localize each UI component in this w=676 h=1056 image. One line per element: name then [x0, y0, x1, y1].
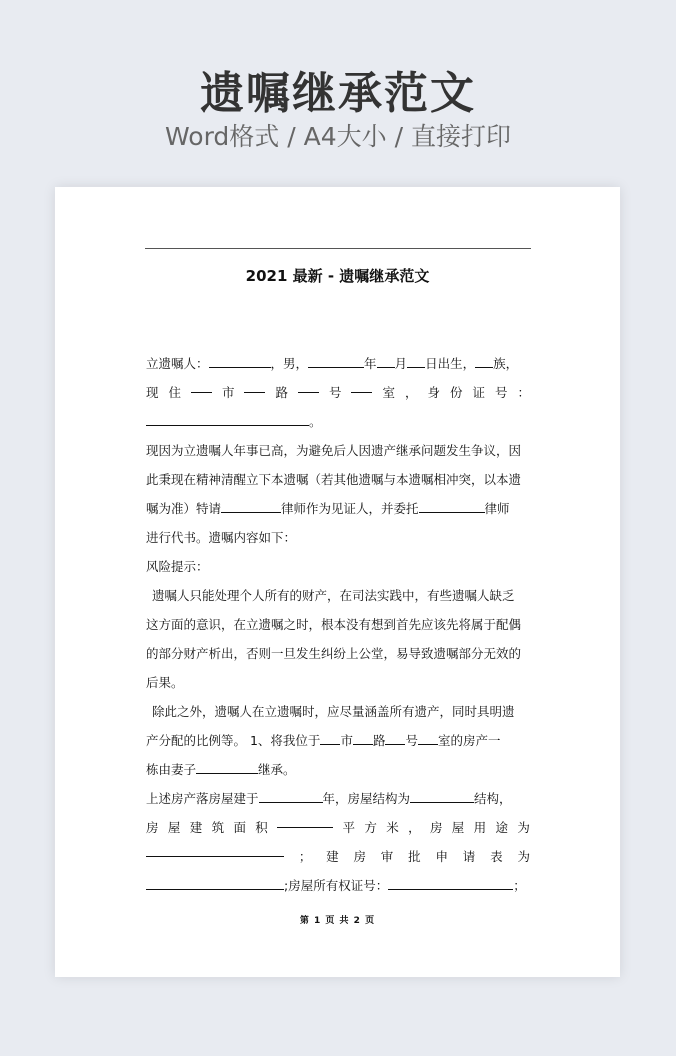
property-address-line: [146, 726, 530, 755]
text: ;房屋所有权证号：: [284, 878, 389, 893]
text: 日出生，: [425, 356, 476, 371]
text: 路: [275, 385, 288, 400]
text: 途: [495, 820, 509, 835]
text: 屋: [167, 820, 181, 835]
text: 现: [146, 385, 159, 400]
paragraph-line: 遗嘱人只能处理个人所有的财产，在司法实践中，有些遗嘱人缺乏: [152, 588, 515, 603]
month-blank: [377, 353, 395, 368]
text: 证: [472, 385, 485, 400]
building-line: [146, 784, 530, 813]
testator-line: [146, 349, 530, 378]
text: 平: [342, 820, 356, 835]
text: ；: [513, 878, 526, 893]
document-title: 2021 最新 - 遗嘱继承范文: [245, 267, 430, 285]
document-page: [55, 187, 620, 977]
text: 产分配的比例等。 1、将我位于: [146, 733, 321, 748]
text: 市: [221, 385, 235, 400]
text: 建: [189, 820, 203, 835]
text: 房: [146, 820, 159, 835]
fill-blank: [298, 378, 319, 393]
text: 立遗嘱人：: [146, 356, 209, 371]
paragraph-line: 除此之外，遗嘱人在立遗嘱时，应尽量涵盖所有遗产，同时具明遗: [152, 704, 515, 719]
id-number-line: [146, 407, 530, 436]
fill-blank: [277, 813, 333, 828]
risk-heading: 风险提示：: [146, 559, 209, 574]
paragraph-line: 这方面的意识，在立遗嘱之时，根本没有想到首先应该先将属于配偶: [146, 617, 522, 632]
text: 号: [494, 385, 508, 400]
text: 室的房产一: [437, 733, 501, 748]
text: 为: [517, 820, 530, 835]
text: 为: [517, 849, 530, 864]
text: 市: [340, 733, 353, 748]
id-number-blank: [146, 411, 309, 426]
text: 房: [353, 849, 366, 864]
text: 族，: [493, 356, 519, 371]
page-footer: 第 1 页 共 2 页: [299, 916, 376, 926]
text: 年，房屋结构为: [322, 791, 411, 806]
name-blank: [209, 353, 271, 368]
text: ，: [404, 385, 418, 400]
text: 用: [473, 820, 487, 835]
text: 室: [382, 385, 395, 400]
text: 方: [364, 820, 377, 835]
ethnicity-blank: [475, 353, 493, 368]
text: 面: [233, 820, 246, 835]
text: 月: [394, 356, 408, 371]
fill-blank: [191, 378, 212, 393]
text: 请: [462, 849, 476, 864]
road-blank: [353, 730, 373, 745]
header-rule: [145, 248, 531, 249]
text: 筑: [211, 820, 225, 835]
text: 房: [429, 820, 443, 835]
drafting-lawyer-blank: [419, 498, 485, 513]
text: 年: [364, 356, 377, 371]
paragraph-line: 进行代书。遗嘱内容如下：: [146, 530, 297, 545]
text: 米: [386, 820, 399, 835]
hero-subtitle: Word格式 / A4大小 / 直接打印: [165, 122, 511, 151]
text: ，男，: [270, 356, 309, 371]
text: ，: [408, 820, 421, 835]
city-blank: [320, 730, 340, 745]
approval-line: [146, 842, 530, 871]
text: 上述房产落房屋建于: [146, 791, 259, 806]
day-blank: [407, 353, 425, 368]
text: 路: [372, 733, 386, 748]
heir-line: [146, 755, 530, 784]
paragraph-line: 后果。: [146, 675, 184, 690]
certificate-number-blank: [388, 875, 513, 890]
text: 栋由妻子: [146, 762, 197, 777]
lawyer-line: [146, 494, 530, 523]
paragraph-line: 现因为立遗嘱人年事已高，为避免后人因遗产继承问题发生争议，因: [146, 443, 522, 458]
fill-blank: [146, 842, 284, 857]
text: 律师: [484, 501, 510, 516]
built-year-blank: [259, 788, 323, 803]
text: 身: [427, 385, 440, 400]
text: 。: [309, 414, 322, 429]
text: 号: [405, 733, 418, 748]
text: 律师作为见证人，并委托: [281, 501, 419, 516]
text: 屋: [451, 820, 465, 835]
address-line: [146, 378, 530, 407]
text: 号: [328, 385, 342, 400]
text: 份: [449, 385, 463, 400]
text: ：: [517, 385, 530, 400]
area-line: [146, 813, 530, 842]
text: 积: [255, 820, 268, 835]
text: 表: [490, 849, 503, 864]
year-blank: [308, 353, 364, 368]
text: 建: [326, 849, 339, 864]
certificate-line: [146, 871, 530, 900]
text: 审: [380, 849, 394, 864]
paragraph-line: 此秉现在精神清醒立下本遗嘱（若其他遗嘱与本遗嘱相冲突，以本遗: [146, 472, 522, 487]
paragraph-line: 的部分财产析出，否则一旦发生纠纷上公堂，易导致遗嘱部分无效的: [146, 646, 522, 661]
hero-title: 遗嘱继承范文: [200, 68, 476, 119]
text: 批: [408, 849, 421, 864]
witness-lawyer-blank: [221, 498, 281, 513]
structure-blank: [410, 788, 474, 803]
text: 继承。: [258, 762, 296, 777]
text: 住: [168, 385, 182, 400]
text: ；: [298, 849, 312, 864]
text: 结构，: [474, 791, 512, 806]
document-body: [146, 349, 530, 900]
text: 申: [435, 849, 448, 864]
room-blank: [418, 730, 438, 745]
fill-blank: [244, 378, 265, 393]
approval-form-blank: [146, 875, 284, 890]
text: 嘱为准）特请: [146, 501, 222, 516]
fill-blank: [351, 378, 372, 393]
spouse-name-blank: [196, 759, 258, 774]
number-blank: [385, 730, 405, 745]
